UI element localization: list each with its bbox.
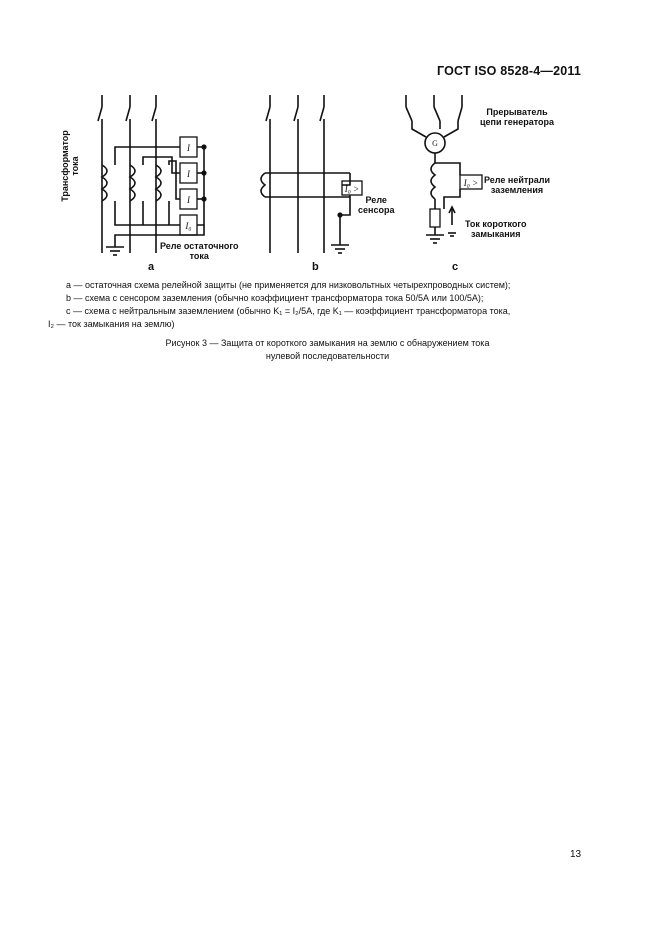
figure-legend [48, 279, 586, 331]
legend-item-c-continued: I₂ — ток замыкания на землю) [48, 319, 175, 329]
subfigure-label-a: a [148, 261, 155, 273]
label-sensor-relay: Реле сенсора [358, 195, 395, 215]
svg-text:I₀ >: I₀ > [344, 184, 360, 194]
svg-text:I₀: I₀ [185, 221, 192, 231]
legend-item-b: b — схема с сенсором заземления (обычно коэффициент трансформатора тока 50/5А или 100/5А); [66, 293, 484, 303]
figure-3 [60, 85, 620, 275]
legend-item-a: а — остаточная схема релейной защиты (не применяется для низковольтных четырехпроводных систем); [66, 280, 511, 290]
svg-text:I: I [187, 169, 190, 179]
figure-caption: Рисунок 3 — Защита от короткого замыкания на землю с обнаружением тока нулевой последовательности [165, 338, 490, 361]
subfigure-label-c: c [452, 261, 459, 273]
label-neutral-relay: Реле нейтрали заземления [484, 175, 551, 195]
svg-text:I₀ >: I₀ > [463, 178, 479, 188]
label-residual-relay: Реле остаточного тока [160, 241, 239, 261]
document-header: ГОСТ ISO 8528-4—2011 [436, 64, 581, 78]
diagram-a [98, 95, 206, 255]
page-number: 13 [570, 849, 582, 860]
label-current-transformer: Трансформатор тока [60, 130, 80, 202]
svg-text:I: I [187, 143, 190, 153]
label-fault-current: Ток короткого замыкания [465, 219, 527, 239]
legend-item-c: с — схема с нейтральным заземлением (обычно K₁ = I₂/5А, где K₁ — коэффициент трансформатора тока, [66, 306, 511, 316]
subfigure-label-b: b [312, 261, 319, 273]
diagram-b [261, 95, 362, 253]
label-generator-breaker: Прерыватель цепи генератора [480, 107, 554, 127]
svg-text:I: I [187, 195, 190, 205]
svg-text:G: G [432, 139, 438, 148]
